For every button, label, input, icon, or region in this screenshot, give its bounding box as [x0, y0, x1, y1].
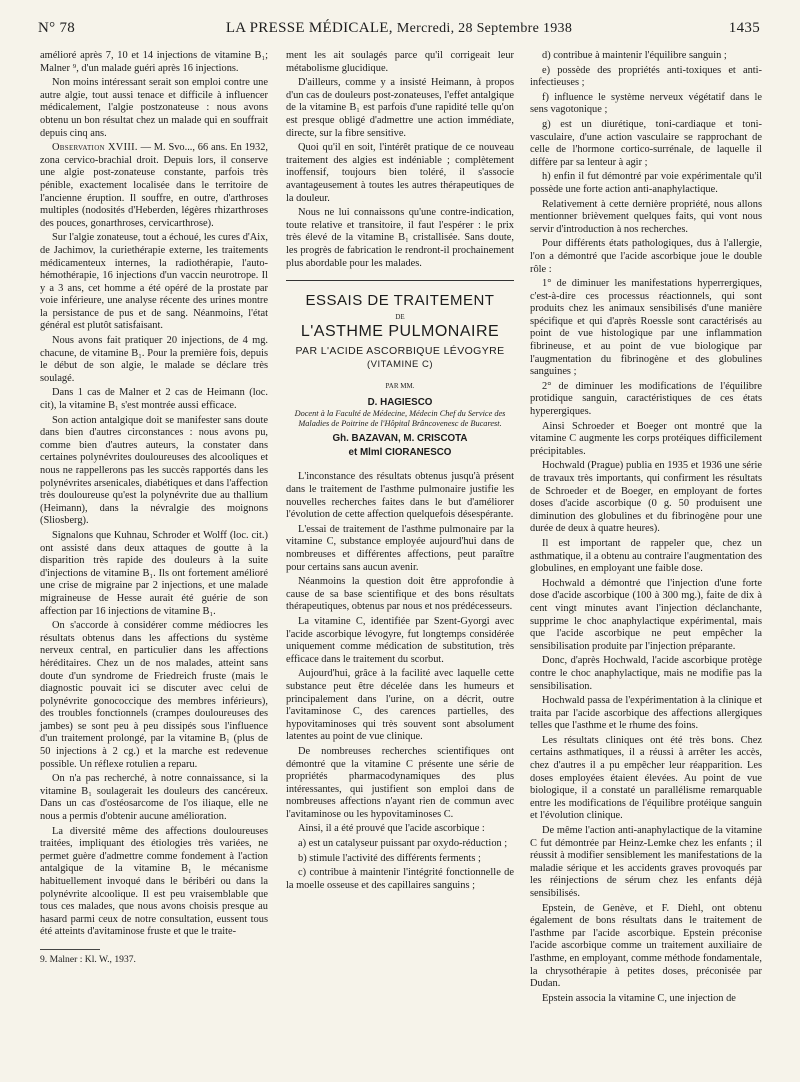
- page-number-right: 1435: [728, 20, 760, 36]
- paragraph: D'ailleurs, comme y a insisté Heimann, à propos d'un cas de douleurs post-zonateuses, l'effet antalgique de la vitamine B₁ est parfois d'une rapidité telle qu'on est presque obligé d'admettre une action immédiate, directe, sur la fibre sensitive.: [286, 77, 514, 139]
- article-separator: [286, 280, 514, 281]
- footnote: 9. Malner : Kl. W., 1937.: [40, 953, 136, 965]
- paragraph: Néanmoins la question doit être approfondie à cause de sa base scientifique et des bons résultats thérapeutiques, obtenus par nous et nos prédécesseurs.: [286, 576, 514, 613]
- page-number-left: N° 78: [38, 20, 76, 36]
- paragraph: Ainsi Schroeder et Boeger ont montré que la vitamine C augmente les corps protéiques difficilement précipitables.: [530, 420, 762, 457]
- observation-paragraph: [40, 142, 268, 230]
- article-title-line1: ESSAIS DE TRAITEMENT: [305, 292, 495, 310]
- author-coauthors: Gh. BAZAVAN, M. CRISCOTA: [332, 433, 468, 445]
- paragraph: Hochwald (Prague) publia en 1935 et 1936 une série de travaux très importants, qui confirment les résultats de Schroeder et de Boeger, en employant de fortes doses d'acide ascorbique (0 g. 50 produisent une diminution des globulines et du fibrinogène pour une durée de deux à quatre heures).: [530, 460, 762, 535]
- paragraph: L'inconstance des résultats obtenus jusqu'à présent dans le traitement de l'asthme pulmonaire justifie les nouvelles recherches faites dans le but d'améliorer l'évolution de cette affection quelquefois désespérante.: [286, 471, 514, 521]
- paragraph: ment les ait soulagés parce qu'il corrigeait leur métabolisme glucidique.: [286, 50, 514, 74]
- paragraph: Nous avons fait pratiquer 20 injections, de 4 mg. chacune, de vitamine B₁. Pour la première fois, depuis le début de son algie, le malade se déclare très soulagé.: [40, 335, 268, 384]
- journal-name: LA PRESSE MÉDICALE,: [225, 20, 393, 36]
- paragraph: Relativement à cette dernière propriété, nous allons mentionner brièvement quelques faits, qui vont nous servir d'introduction à nos recherches.: [530, 198, 762, 235]
- paragraph: De nombreuses recherches scientifiques ont démontré que la vitamine C présente une série de propriétés pharmacodynamiques des plus intéressantes, qui justifient son emploi dans de nombreuses affections n'ayant rien de commun avec l'avitaminose ou les hypovitaminoses C.: [286, 745, 514, 820]
- author-affiliation: Docent à la Faculté de Médecine, Médecin Chef du Service des Maladies de Poitrine de l'Hôpital Brâncovenesc de Bucarest.: [294, 409, 506, 429]
- list-item: a) est un catalyseur puissant par oxydo-réduction ;: [298, 838, 508, 850]
- author-coauthor-last: et Mlml CIORANESCO: [348, 446, 452, 458]
- paragraph: Epstein associa la vitamine C, une injection de: [542, 992, 736, 1004]
- column-right: [530, 50, 762, 1007]
- article-subtitle-vitamin: (VITAMINE C): [367, 359, 433, 371]
- paragraph: Donc, d'après Hochwald, l'acide ascorbique protège contre le choc anaphylactique, mais ne modifie pas la sensibilisation.: [530, 655, 762, 692]
- list-item: c) contribue à maintenir l'intégrité fonctionnelle de la moelle osseuse et des capillaires sanguins ;: [286, 867, 514, 891]
- paragraph: Son action antalgique doit se manifester sans doute dans bien d'autres circonstances : nous avons pu, comme bien d'autres auteurs, la constater dans certaines polynévrites douloureuses des alcooliques et nous ne rappellerons pas les succès rapportés dans les polynévrites arsenicales, diabétiques et dans l'affection très douloureuse qu'est la polynévrite due au thallium (Heimann), dans la névralgie des moignons (Sliosberg).: [40, 414, 268, 527]
- list-item: d) contribue à maintenir l'équilibre sanguin ;: [542, 50, 727, 61]
- paragraph: Hochwald a démontré que l'injection d'une forte dose d'acide ascorbique (100 à 300 mg.), faite de dix à cent vingt minutes avant l'injection déclanchante, supprime le choc anaphylactique expérimental, mais que l'acide ascorbique ne peut empêcher la sensibilisation produite par l'injection préparante.: [530, 577, 762, 652]
- list-item: f) influence le système nerveux végétatif dans le sens vagotonique ;: [530, 91, 762, 116]
- paragraph: La diversité même des affections douloureuses traitées, impliquant des étiologies très variées, ne permet guère d'admettre comme fondement à l'action antalgique de la vitamine B₁ le mécanisme habituellement invoqué dans le béribéri ou dans la polynévrite alcoolique. Il est peu vraisemblable que tous ces malades, que nous avons choisis presque au hasard parmi ceux de notre consultation, eussent tous été atteints d'avitaminose fruste et que le traite-: [40, 825, 268, 938]
- column-left: [40, 50, 268, 969]
- paragraph: Sur l'algie zonateuse, tout a échoué, les cures d'Aix, de Jachimov, la curiethérapie externe, les traitements médicamenteux internes, la radiothérapie, l'auto-hémothérapie, 16 injections d'un vaccin neurotrope. Il y a 3 ans, cet homme a été opéré de la prostate par voie inférieure, une analyse récente des urines montre la persistance de pus et de sang. Néanmoins, l'état général est plutôt satisfaisant.: [40, 232, 268, 332]
- running-title: [38, 20, 760, 37]
- paragraph: Aujourd'hui, grâce à la facilité avec laquelle cette substance peut être décelée dans les humeurs et principalement dans l'urine, on a décrit, outre l'avitaminose C, des carences partielles, des hypovitaminoses qui très souvent sont absolument latentes au point de vue clinique.: [286, 668, 514, 743]
- paragraph: Signalons que Kuhnau, Schroder et Wolff (loc. cit.) ont assisté dans deux attaques de goutte à la disparition très rapide des douleurs à la suite d'injections de vitamine B₁. Ils ont fortement amélioré une crise de migraine par 2 injections, et une malade migraineuse de Hesse aurait été guérie de son affection par 16 injections de vitamine B₁.: [40, 529, 268, 617]
- list-item: 1° de diminuer les manifestations hyperrergiques, c'est-à-dire ces processus réactionnels, qui sont produits chez les animaux sensibilisés d'une manière spécifique et qui d'après Roessle sont caractérisés au point de vue histologique par une inflammation fibrineuse, et au point de vue biologique par l'augmentation du fibrinogène et des globulines sanguines ;: [530, 278, 762, 378]
- paragraph: Il est important de rappeler que, chez un asthmatique, il a obtenu au contraire l'augmentation des globulines, en employant une faible dose.: [530, 537, 762, 575]
- paragraph: L'essai de traitement de l'asthme pulmonaire par la vitamine C, substance employée aujourd'hui dans de nombreuses et différentes affections, peut paraître pour certains sans aucun avenir.: [286, 523, 514, 573]
- paragraph: De même l'action anti-anaphylactique de la vitamine C fut démontrée par Heinz-Lemke chez les enfants ; il réussit à modifier sensiblement les manifestations de la maladie sérique et les accidents graves provoqués par les réinjections de sérum chez les enfants déjà sensibilisés.: [530, 825, 762, 899]
- paragraph: Epstein, de Genève, et F. Diehl, ont obtenu également de bons résultats dans le traitement de l'asthme par l'acide ascorbique. Epstein préconise l'acide ascorbique comme un traitement auxiliaire de l'asthme, en employant, comme méthode fondamentale, la chrysothérapie à petites doses, préconisée par Dudan.: [530, 902, 762, 990]
- paragraph: Quoi qu'il en soit, l'intérêt pratique de ce nouveau traitement des algies est indéniable ; complètement inoffensif, toujours bien toléré, il s'associe avantageusement à toutes les autres thérapeutiques de la douleur.: [286, 142, 514, 204]
- article-subtitle: PAR L'ACIDE ASCORBIQUE LÉVOGYRE: [295, 344, 505, 357]
- observation-label: Observation XVIII.: [52, 142, 138, 154]
- paragraph: Dans 1 cas de Malner et 2 cas de Heimann (loc. cit), la vitamine B₁ s'est montrée aussi efficace.: [40, 387, 268, 412]
- paragraph: Ainsi, il a été prouvé que l'acide ascorbique :: [298, 823, 485, 835]
- article-title-de: DE: [395, 312, 405, 321]
- article-title-line2: L'ASTHME PULMONAIRE: [300, 323, 500, 341]
- list-item: b) stimule l'activité des différents ferments ;: [298, 852, 481, 864]
- paragraph: La vitamine C, identifiée par Szent-Gyorgi avec l'acide ascorbique lévogyre, fut longtemps considérée uniquement comme médication de substitution, très efficace dans le traitement du scorbut.: [286, 615, 514, 665]
- observation-text: — M. Svo..., 66 ans. En 1932, zona cervico-brachial droit. Depuis lors, il conserve une algie post-zonateuse constante, parfois très pénible, exactement localisée dans le territoire de l'ancienne éruption. Il souffre, en outre, d'arthroses multiples (nodosités d'Heberden, légères rhizarthroses des pouces, gonarthroses, cervicarthrose).: [40, 142, 268, 229]
- column-middle: [286, 50, 514, 894]
- footnote-rule: [40, 949, 100, 950]
- author-primary: D. HAGIESCO: [367, 396, 433, 408]
- paragraph: amélioré après 7, 10 et 14 injections de vitamine B₁; Malner ⁹, d'un malade guéri après 16 injections.: [40, 50, 268, 74]
- list-item: 2° de diminuer les modifications de l'équilibre protidique sanguin, caractéristiques de ces états hyperergiques.: [530, 380, 762, 418]
- issue-date: Mercredi, 28 Septembre 1938: [396, 21, 573, 36]
- paragraph: Non moins intéressant serait son emploi contre une autre algie, tout aussi tenace et difficile à influencer médicalement, l'algie postzonateuse : nous avons obtenu un bon résultat chez un malade qui en souffrait depuis cinq ans.: [40, 77, 268, 139]
- paragraph: On n'a pas recherché, à notre connaissance, si la vitamine B₁ soulagerait les douleurs des cancéreux. Dans un cas d'ostéosarcome de l'os iliaque, elle ne nous a permis d'obtenir aucune amélioration.: [40, 773, 268, 823]
- list-item: g) est un diurétique, toni-cardiaque et toni-vasculaire, d'une action vasculaire se rapprochant de celle de l'hormone cortico-surrénale, de laquelle il diffère par sa lenteur à agir ;: [530, 118, 762, 168]
- list-item: e) possède des propriétés anti-toxiques et anti-infectieuses ;: [530, 64, 762, 89]
- page-header: [38, 20, 760, 42]
- paragraph: Pour différents états pathologiques, dus à l'allergie, l'on a démontré que l'acide ascorbique joue le double rôle :: [530, 238, 762, 275]
- paragraph: On s'accorde à considérer comme médiocres les résultats obtenus dans les affections du système nerveux central, en particulier dans les affections héréditaires. Chez un de nos malades, atteint sans doute d'un syndrome de Friedreich fruste (mais le diagnostic pouvait ici se discuter avec celui de polynévrite gonococcique des membres inférieurs), des troubles fonctionnels (crampes douloureuses des jambes) se sont peu à peu dissipés sous l'influence d'un traitement prolongé, par la vitamine B₁ (plus de 50 injections à 2 cg.) et la marche est redevenue possible. Un réflexe rotulien a reparu.: [40, 620, 268, 770]
- list-item: h) enfin il fut démontré par voie expérimentale qu'il possède une forte action anti-anaphylactique.: [530, 171, 762, 195]
- paragraph: Nous ne lui connaissons qu'une contre-indication, toute relative et transitoire, il faut l'espérer : le prix très élevé de la vitamine B₁ cristallisée. Sans doute, les progrès de fabrication le rendront-il prochainement plus abordable pour les malades.: [286, 207, 514, 269]
- paragraph: Les résultats cliniques ont été très bons. Chez certains asthmatiques, il a réussi à arrêter les accès, chez d'autres il a pu empêcher leur réapparition. Les doses employées étaient élevées. Au point de vue biologique, il a constaté un parallélisme remarquable entre les modifications de l'équilibre protéique sanguin et l'évolution clinique.: [530, 734, 762, 822]
- author-intro: PAR MM.: [385, 382, 415, 391]
- paragraph: Hochwald passa de l'expérimentation à la clinique et traita par l'acide ascorbique des affections allergiques telles que l'asthme et le rhume des foins.: [530, 695, 762, 732]
